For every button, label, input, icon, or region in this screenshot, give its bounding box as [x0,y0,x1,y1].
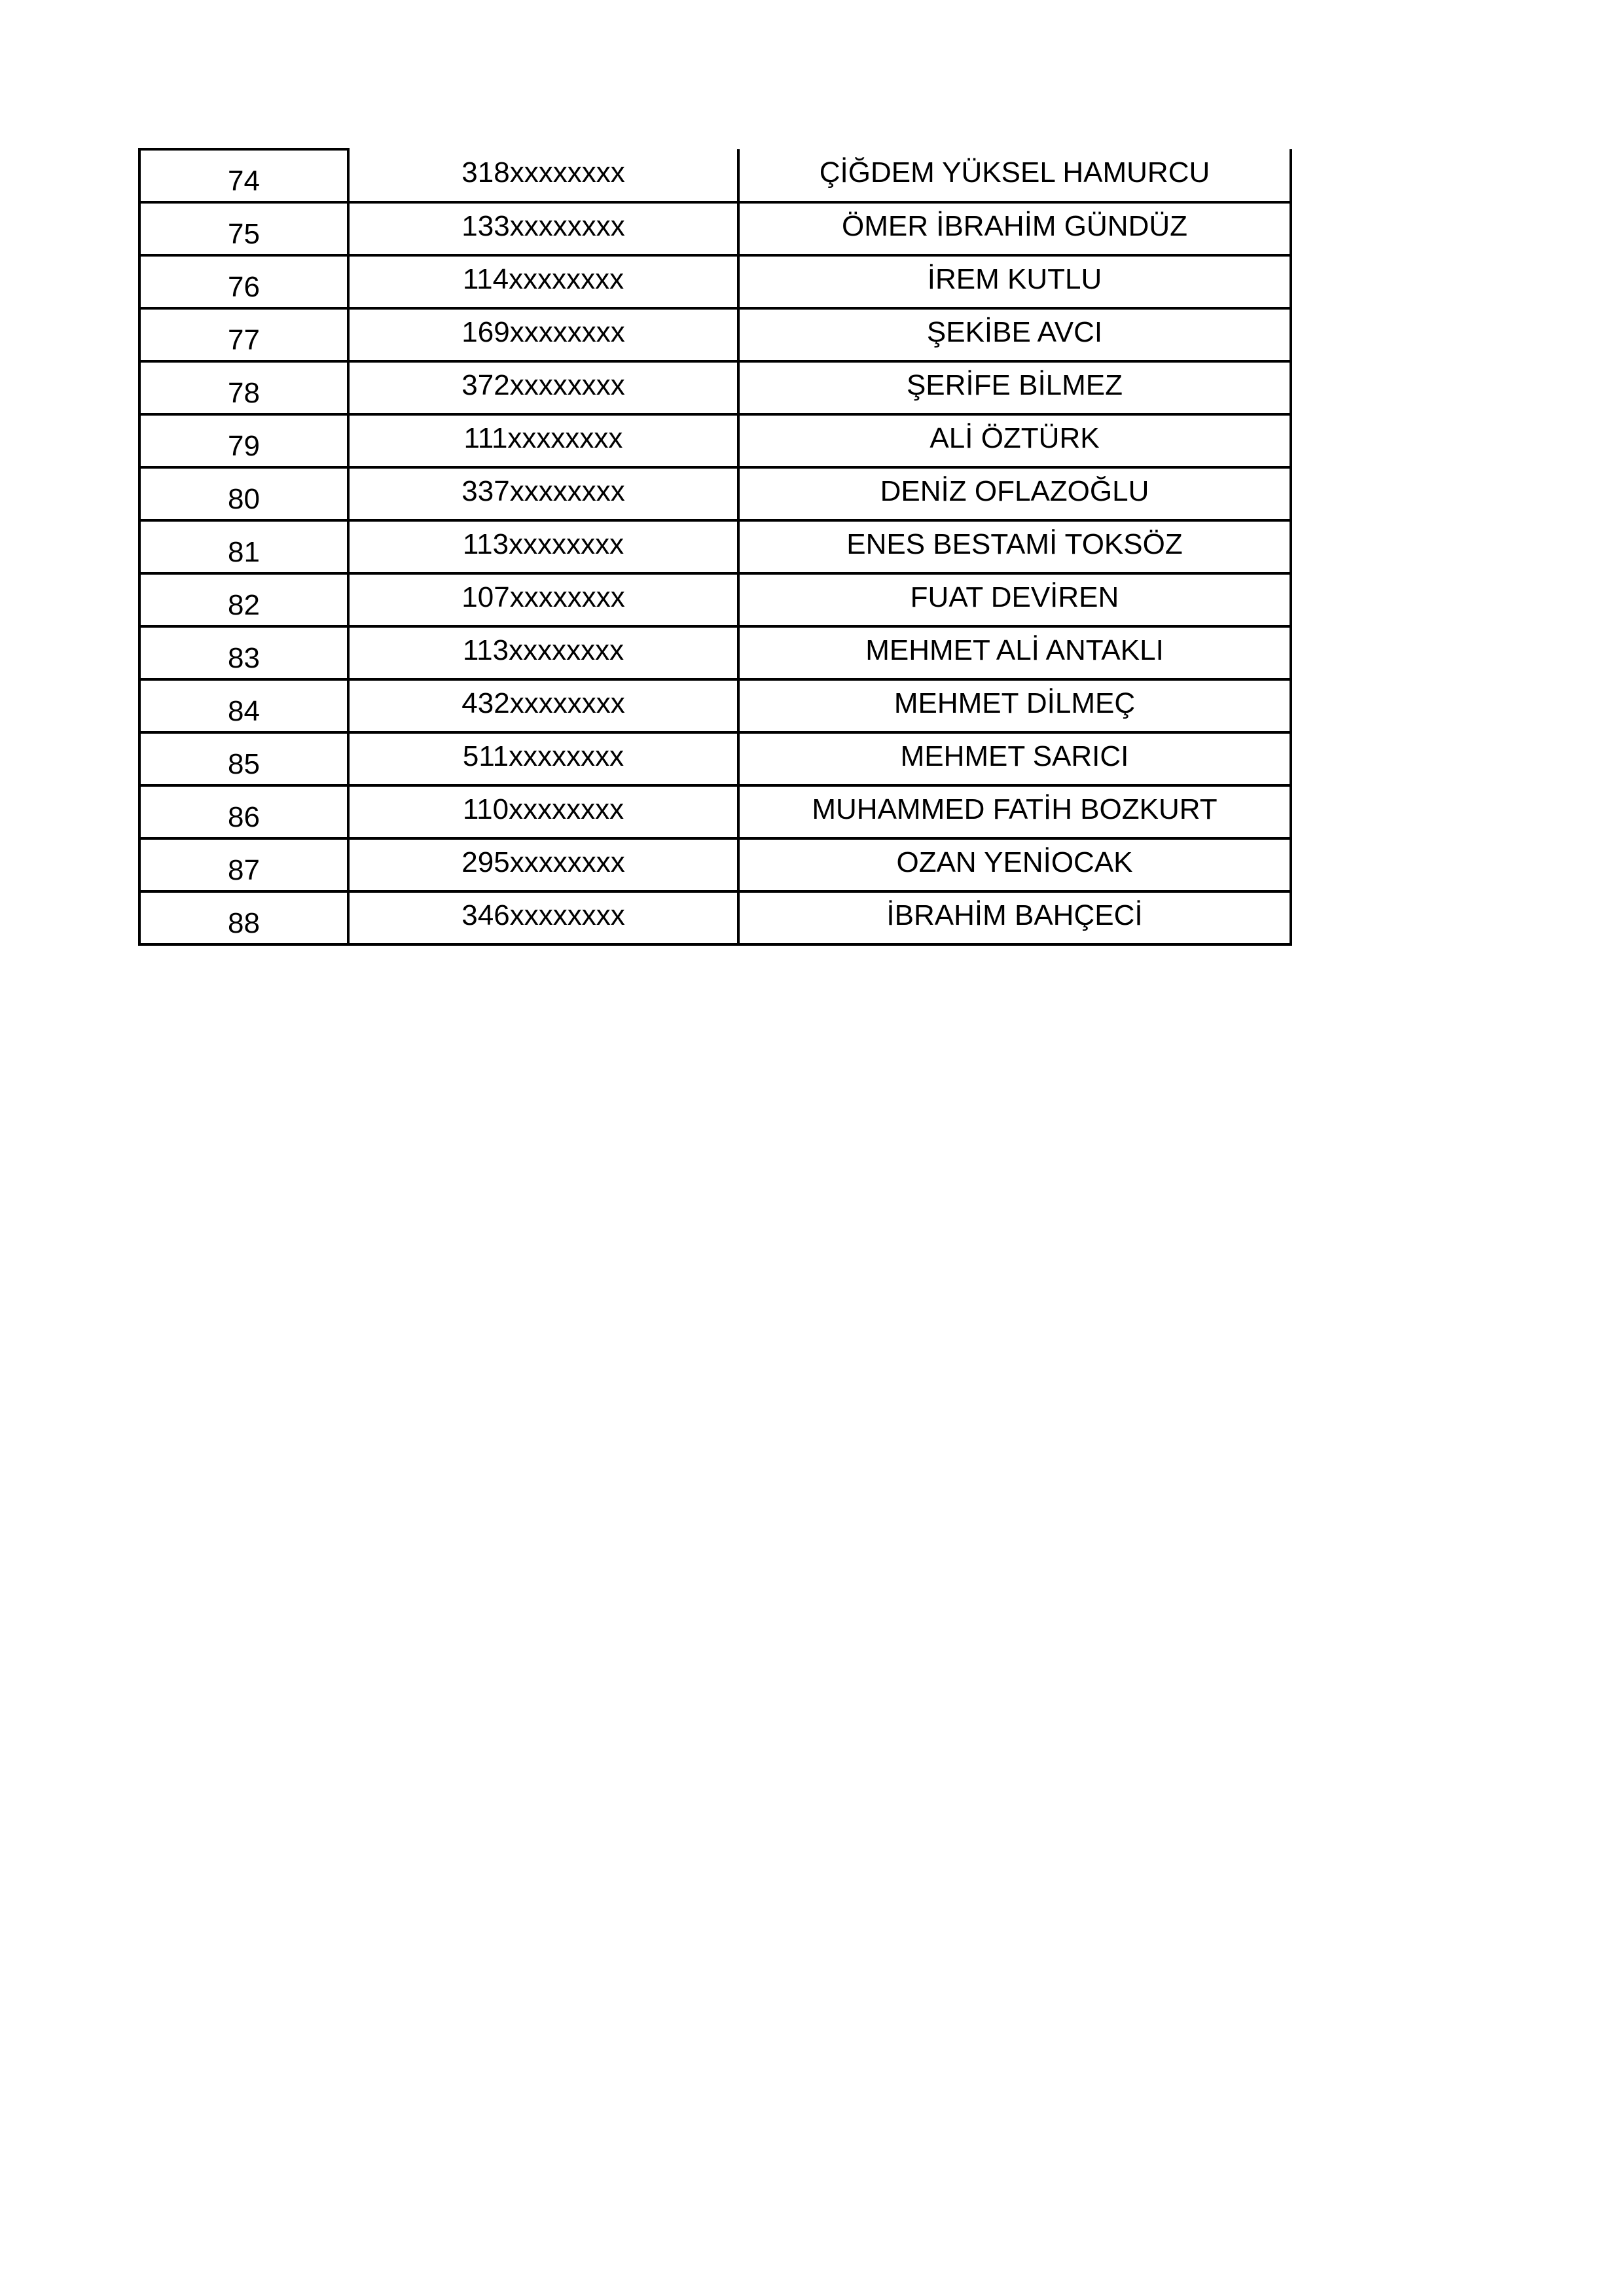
row-number: 79 [228,429,260,462]
id-number: 113xxxxxxxx [462,634,624,666]
full-name: MEHMET DİLMEÇ [893,687,1136,719]
table-row [139,467,1291,520]
row-number-cell [139,785,348,838]
table-row [139,891,1291,944]
full-name-cell [738,679,1291,732]
id-number-cell [348,149,738,202]
id-number: 169xxxxxxxx [461,315,625,348]
table-row [139,838,1291,891]
row-number: 75 [228,217,260,250]
table-row [139,785,1291,838]
full-name-cell [738,308,1291,361]
row-number: 84 [228,694,260,727]
id-number-cell [348,785,738,838]
id-number: 372xxxxxxxx [461,368,625,401]
table-row [139,361,1291,414]
row-number: 78 [228,376,260,409]
row-number: 88 [228,906,260,939]
id-number-cell [348,414,738,467]
table-row [139,414,1291,467]
row-number: 82 [228,588,260,621]
id-number: 110xxxxxxxx [462,793,624,825]
id-number: 107xxxxxxxx [461,581,625,613]
row-number-cell [139,467,348,520]
table-row [139,679,1291,732]
row-number-cell [139,679,348,732]
row-number-cell [139,149,348,202]
full-name-cell [738,626,1291,679]
row-number-cell [139,414,348,467]
id-number: 337xxxxxxxx [461,475,625,507]
row-number-cell [139,626,348,679]
id-number: 346xxxxxxxx [461,899,625,931]
row-number: 83 [228,641,260,674]
table-row [139,626,1291,679]
table-row [139,308,1291,361]
row-number-cell [139,308,348,361]
row-number-cell [139,520,348,573]
table-body [139,149,1291,944]
full-name-cell [738,838,1291,891]
id-number: 511xxxxxxxx [462,740,624,772]
table-row [139,202,1291,255]
full-name: MUHAMMED FATİH BOZKURT [812,793,1218,825]
id-number-cell [348,202,738,255]
id-number-cell [348,838,738,891]
full-name-cell [738,414,1291,467]
participant-table [138,148,1292,946]
row-number: 80 [228,482,260,515]
full-name-cell [738,255,1291,308]
id-number-cell [348,308,738,361]
row-number-cell [139,573,348,626]
full-name-cell [738,573,1291,626]
table-row [139,732,1291,785]
id-number-cell [348,679,738,732]
full-name-cell [738,891,1291,944]
full-name: ŞEKİBE AVCI [926,315,1103,348]
id-number-cell [348,626,738,679]
full-name: ŞERİFE BİLMEZ [906,368,1123,401]
row-number-cell [139,891,348,944]
id-number: 432xxxxxxxx [461,687,625,719]
full-name: İREM KUTLU [927,262,1102,295]
id-number-cell [348,520,738,573]
row-number-cell [139,361,348,414]
table-row [139,255,1291,308]
id-number: 113xxxxxxxx [462,528,624,560]
full-name-cell [738,361,1291,414]
id-number: 295xxxxxxxx [461,846,625,878]
id-number-cell [348,467,738,520]
full-name-cell [738,785,1291,838]
table-row [139,573,1291,626]
full-name: DENİZ OFLAZOĞLU [880,475,1149,507]
full-name: ENES BESTAMİ TOKSÖZ [846,528,1183,560]
full-name-cell [738,467,1291,520]
id-number: 111xxxxxxxx [463,422,623,454]
row-number: 77 [228,323,260,356]
full-name: MEHMET ALİ ANTAKLI [865,634,1164,666]
row-number-cell [139,732,348,785]
full-name: OZAN YENİOCAK [896,846,1133,878]
full-name: İBRAHİM BAHÇECİ [886,899,1143,931]
row-number: 87 [228,853,260,886]
id-number-cell [348,732,738,785]
row-number-cell [139,838,348,891]
full-name: FUAT DEVİREN [910,581,1119,613]
row-number: 74 [228,164,260,197]
full-name: ÖMER İBRAHİM GÜNDÜZ [842,209,1187,242]
id-number-cell [348,361,738,414]
full-name-cell [738,202,1291,255]
full-name-cell [738,520,1291,573]
row-number-cell [139,255,348,308]
full-name-cell [738,149,1291,202]
row-number: 76 [228,270,260,303]
row-number: 85 [228,747,260,780]
id-number-cell [348,891,738,944]
full-name: ALİ ÖZTÜRK [929,422,1100,454]
row-number-cell [139,202,348,255]
table-row [139,520,1291,573]
row-number: 86 [228,800,260,833]
full-name: ÇİĞDEM YÜKSEL HAMURCU [819,156,1210,188]
table-row [139,149,1291,202]
id-number-cell [348,573,738,626]
full-name-cell [738,732,1291,785]
row-number: 81 [228,535,260,568]
full-name: MEHMET SARICI [900,740,1129,772]
id-number: 133xxxxxxxx [461,209,625,242]
id-number: 318xxxxxxxx [461,156,625,188]
id-number: 114xxxxxxxx [462,262,624,295]
id-number-cell [348,255,738,308]
